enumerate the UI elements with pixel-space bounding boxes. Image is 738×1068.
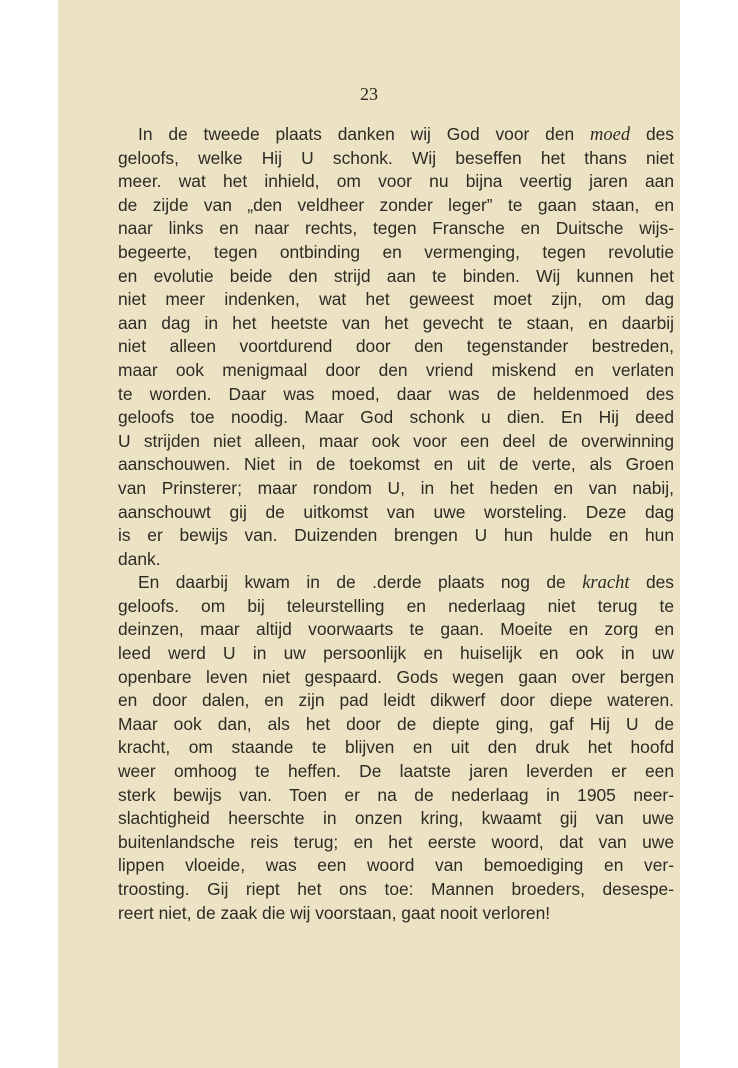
body-text	[118, 123, 674, 925]
text-segment: aanschouwen. Niet in de toekomst en uit de verte, als Groen	[118, 454, 674, 475]
text-segment: naar links en naar rechts, tegen Fransche en Duitsche wijs-	[118, 218, 674, 239]
text-line	[118, 595, 674, 619]
text-line	[118, 170, 674, 194]
text-segment: weer omhoog te heffen. De laatste jaren leverden er een	[118, 761, 674, 782]
text-segment: En daarbij kwam in de .derde plaats nog de	[138, 572, 583, 593]
text-line	[118, 713, 674, 737]
text-line	[118, 689, 674, 713]
text-segment: buitenlandsche reis terug; en het eerste woord, dat van uwe	[118, 831, 674, 852]
text-line	[118, 501, 674, 525]
text-segment: dank.	[118, 548, 161, 569]
text-segment: en door dalen, en zijn pad leidt dikwerf door diepe wateren.	[118, 690, 674, 711]
text-segment: niet meer indenken, wat het geweest moet zijn, om dag	[118, 289, 674, 310]
book-page	[58, 0, 680, 1068]
text-segment: In de tweede plaats danken wij God voor den	[138, 124, 591, 144]
text-segment: U strijden niet alleen, maar ook voor een deel de overwinning	[118, 430, 674, 451]
text-line	[118, 359, 674, 383]
text-line	[118, 548, 674, 572]
text-line	[118, 406, 674, 430]
text-line	[118, 335, 674, 359]
text-line	[118, 807, 674, 831]
text-segment: sterk bewijs van. Toen er na de nederlaag in 1905 neer-	[118, 784, 674, 805]
text-line	[118, 241, 674, 265]
text-line	[118, 430, 674, 454]
text-line	[118, 760, 674, 784]
text-line	[118, 383, 674, 407]
text-segment: troosting. Gij riept het ons toe: Mannen broeders, desespe-	[118, 879, 674, 899]
text-segment: van Prinsterer; maar rondom U, in het heden en van nabij,	[118, 477, 674, 498]
text-line	[118, 453, 674, 477]
text-segment: deinzen, maar altijd voorwaarts te gaan. Moeite en zorg en	[118, 619, 674, 640]
text-segment: te worden. Daar was moed, daar was de heldenmoed des	[118, 383, 674, 404]
text-line	[118, 123, 674, 147]
text-line	[118, 831, 674, 855]
text-segment: kracht, om staande te blijven en uit den druk het hoofd	[118, 737, 674, 758]
text-line	[118, 571, 674, 595]
text-segment: geloofs. om bij teleurstelling en nederlaag niet terug te	[118, 595, 674, 616]
text-line	[118, 854, 674, 878]
text-segment: maar ook menigmaal door den vriend miskend en verlaten	[118, 359, 674, 380]
text-line	[118, 524, 674, 548]
emphasized-word: moed	[590, 125, 631, 145]
text-segment: Maar ook dan, als het door de diepte ging, gaf Hij U de	[118, 713, 674, 734]
text-line	[118, 666, 674, 690]
text-line	[118, 902, 674, 926]
text-segment: en evolutie beide den strijd aan te binden. Wij kunnen het	[118, 265, 674, 286]
page-number: 23	[360, 84, 378, 104]
text-segment: is er bewijs van. Duizenden brengen U hun hulde en hun	[118, 525, 674, 546]
text-line	[118, 194, 674, 218]
paragraph	[118, 123, 674, 571]
text-segment: geloofs toe noodig. Maar God schonk u dien. En Hij deed	[118, 407, 674, 428]
text-line	[118, 477, 674, 501]
text-segment: des	[629, 572, 674, 593]
text-line	[118, 878, 674, 902]
text-segment: slachtigheid heerschte in onzen kring, kwaamt gij van uwe	[118, 808, 674, 829]
text-line	[118, 147, 674, 171]
paragraph	[118, 571, 674, 925]
text-segment: lippen vloeide, was een woord van bemoediging en ver-	[118, 855, 674, 876]
text-line	[118, 736, 674, 760]
text-line	[118, 265, 674, 289]
text-line	[118, 288, 674, 312]
text-segment: de zijde van „den veldheer zonder leger” te gaan staan, en	[118, 194, 674, 215]
text-segment: aan dag in het heetste van het gevecht te staan, en daarbij	[118, 312, 674, 333]
text-segment: leed werd U in uw persoonlijk en huiselijk en ook in uw	[118, 643, 674, 664]
text-segment: openbare leven niet gespaard. Gods wegen gaan over bergen	[118, 666, 674, 687]
emphasized-word: kracht	[582, 573, 630, 594]
text-segment: geloofs, welke Hij U schonk. Wij beseffen het thans niet	[118, 147, 674, 168]
text-segment: meer. wat het inhield, om voor nu bijna veertig jaren aan	[118, 171, 674, 192]
text-segment: reert niet, de zaak die wij voorstaan, gaat nooit verloren!	[118, 902, 551, 923]
text-segment: des	[630, 124, 674, 144]
text-line	[118, 217, 674, 241]
text-segment: begeerte, tegen ontbinding en vermenging, tegen revolutie	[118, 241, 674, 262]
text-line	[118, 784, 674, 808]
text-segment: aanschouwt gij de uitkomst van uwe worsteling. Deze dag	[118, 501, 674, 522]
text-line	[118, 618, 674, 642]
text-line	[118, 642, 674, 666]
text-line	[118, 312, 674, 336]
text-segment: niet alleen voortdurend door den tegenstander bestreden,	[118, 336, 674, 357]
